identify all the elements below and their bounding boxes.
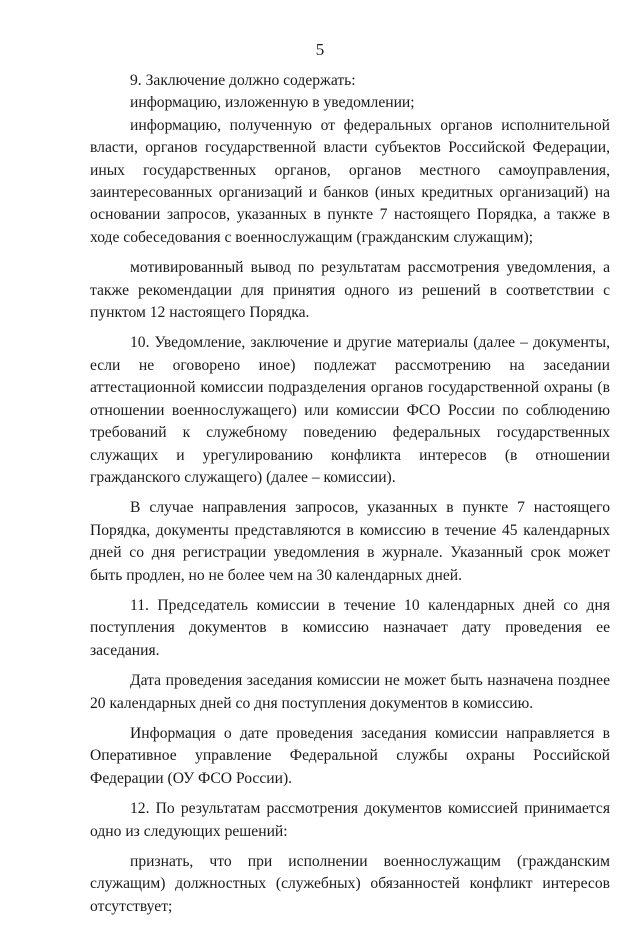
document-body <box>90 70 610 926</box>
paragraph-10: 10. Уведомление, заключение и другие материалы (далее – документы, если не оговорено иное) подлежат рассмотрению на заседании аттестационной комиссии подразделения органов государственной охраны (в отношении военнослужащего) или комиссии ФСО России по соблюдению требований к служебному поведению федеральных государственных служащих и урегулированию конфликта интересов (в отношении гражданского служащего) (далее – комиссии). <box>90 334 610 486</box>
paragraph-11-continued: Дата проведения заседания комиссии не может быть назначена позднее 20 календарных дней со дня поступления документов в комиссию. <box>90 672 610 712</box>
paragraph-12: 12. По результатам рассмотрения документов комиссией принимается одно из следующих решений: <box>90 800 610 840</box>
paragraph-12-item-1: признать, что при исполнении военнослужащим (гражданским служащим) должностных (служебных) обязанностей конфликт интересов отсутствует; <box>90 853 610 915</box>
paragraph-10-continued: В случае направления запросов, указанных в пункте 7 настоящего Порядка, документы представляются в комиссию в течение 45 календарных дней со дня регистрации уведомления в журнале. Указанный срок может быть продлен, но не более чем на 30 календарных дней. <box>90 499 610 584</box>
paragraph-11-info: Информация о дате проведения заседания комиссии направляется в Оперативное управление Федеральной службы охраны Российской Федерации (ОУ ФСО России). <box>90 724 610 787</box>
paragraph-9-heading: 9. Заключение должно содержать: <box>130 72 356 89</box>
paragraph-9-item-1: информацию, изложенную в уведомлении; <box>130 94 415 112</box>
paragraph-9-item-3: мотивированный вывод по результатам рассмотрения уведомления, а также рекомендации для принятия одного из решений в соответствии с пунктом 12 настоящего Порядка. <box>90 259 610 322</box>
paragraph-11: 11. Председатель комиссии в течение 10 календарных дней со дня поступления документов в комиссию назначает дату проведения ее заседания. <box>90 596 610 659</box>
page-number: 5 <box>315 40 325 59</box>
paragraph-9-item-2: информацию, полученную от федеральных органов исполнительной власти, органов государственной власти субъектов Российской Федерации, иных государственных органов, органов местного самоуправления, заинтересованных организаций и банков (иных кредитных организаций) на основании запросов, указанных в пункте 7 настоящего Порядка, а также в ходе собеседования с военнослужащим (гражданским служащим); <box>90 116 610 246</box>
